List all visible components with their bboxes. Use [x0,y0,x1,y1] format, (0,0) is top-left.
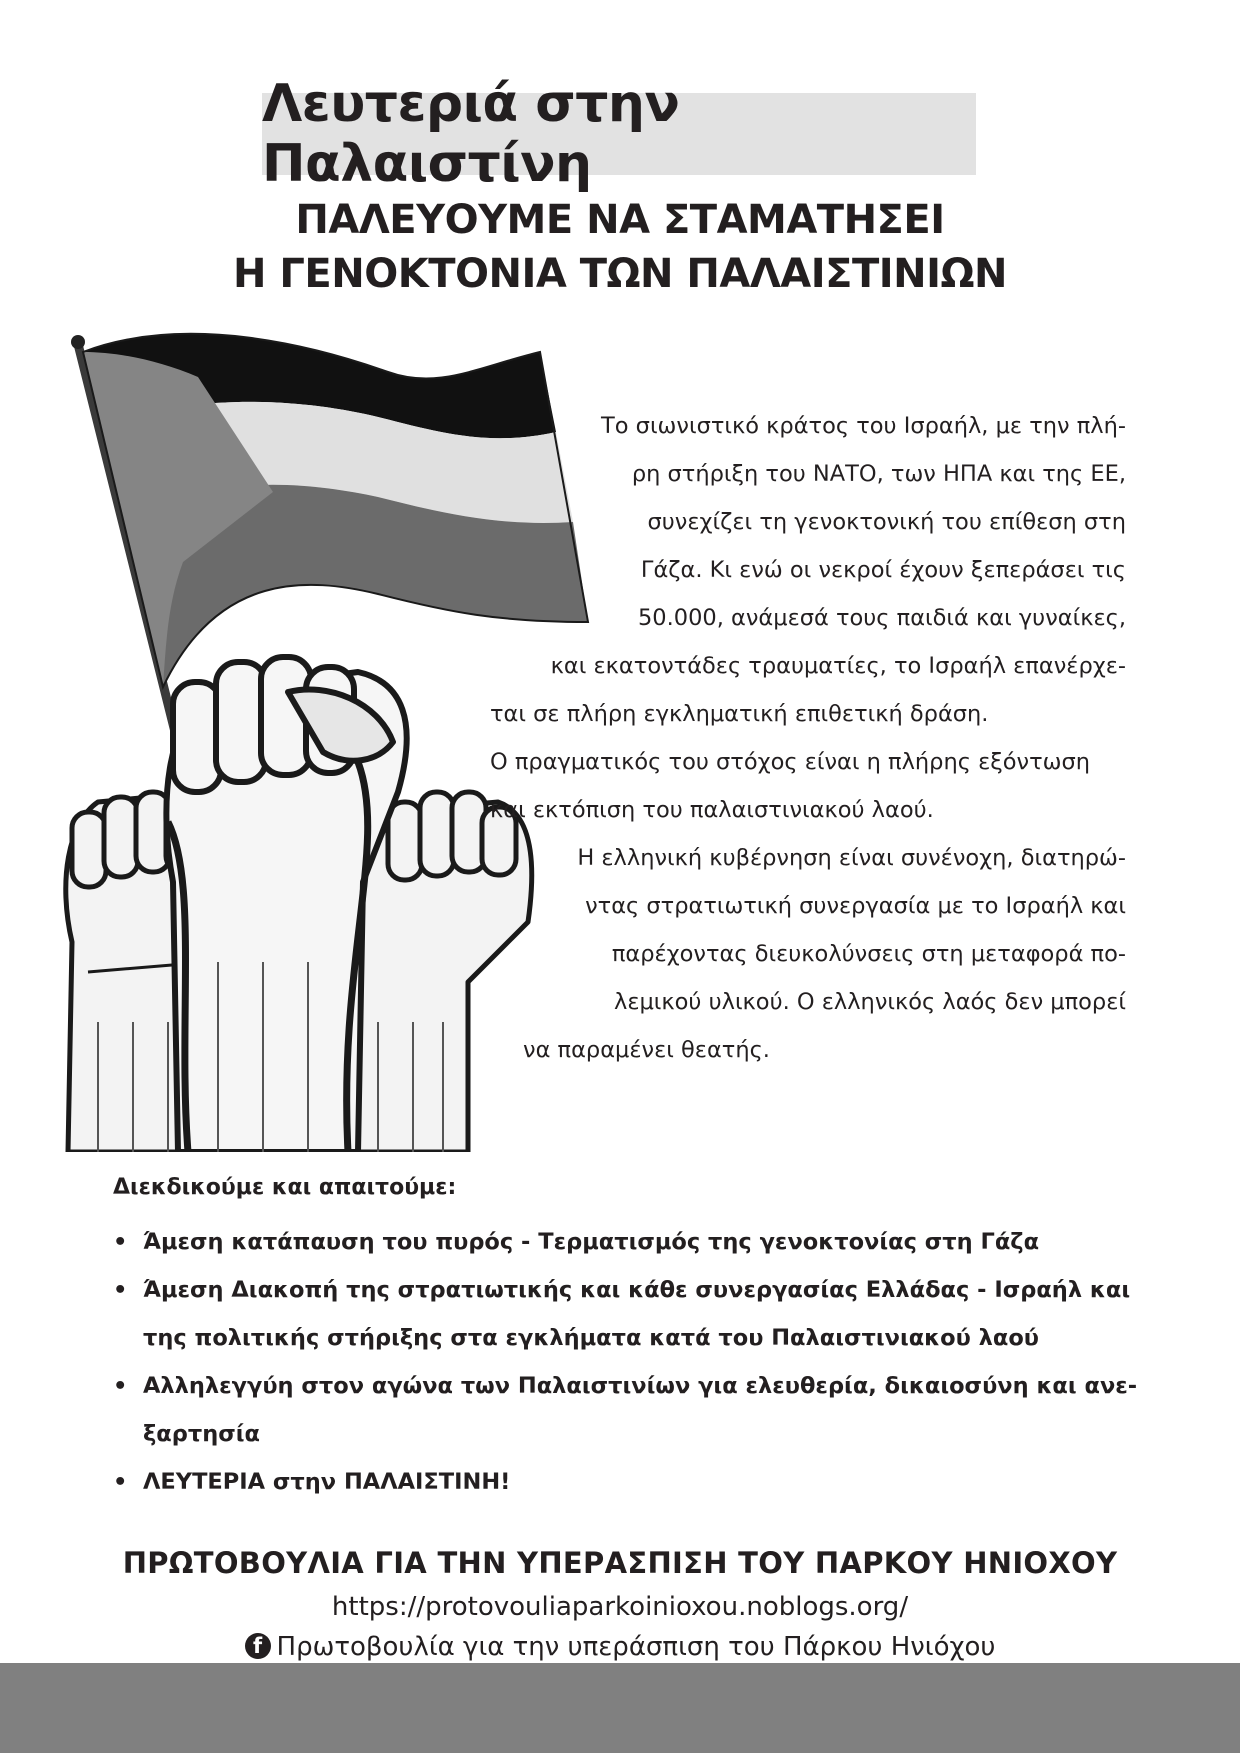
paragraph-3-line: λεμικού υλικού. Ο ελληνικός λαός δεν μπορεί [614,989,1126,1015]
organization-name: ΠΡΩΤΟΒΟΥΛΙΑ ΓΙΑ ΤΗΝ ΥΠΕΡΑΣΠΙΣΗ ΤΟΥ ΠΑΡΚΟΥ ΗΝΙΟΧΟΥ [122,1546,1118,1580]
paragraph-3-line: Η ελληνική κυβέρνηση είναι συνένοχη, διατηρώ- [577,845,1126,871]
demand-item [113,1218,1128,1266]
demand-text: της πολιτικής στήριξης στα εγκλήματα κατά του Παλαιστινιακού λαού [143,1325,1040,1351]
bullet: • [113,1373,128,1399]
paragraph-1-line: συνεχίζει τη γενοκτονική του επίθεση στη [647,509,1126,535]
demands-heading: Διεκδικούμε και απαιτούμε: [113,1175,457,1200]
paragraph-1 [490,402,1126,738]
facebook-page[interactable] [0,1632,1240,1662]
subtitle-line-1: ΠΑΛΕΥΟΥΜΕ ΝΑ ΣΤΑΜΑΤΗΣΕΙ [295,197,945,243]
paragraph-2-line: Ο πραγματικός του στόχος είναι η πλήρης εξόντωση [490,749,1091,775]
bottom-grey-band [0,1663,1240,1753]
paragraph-1-line: Γάζα. Κι ενώ οι νεκροί έχουν ξεπεράσει τις [640,557,1126,583]
paragraph-1-line: Το σιωνιστικό κράτος του Ισραήλ, με την πλή- [601,413,1126,439]
demand-text: Άμεση κατάπαυση του πυρός - Τερματισμός της γενοκτονίας στη Γάζα [143,1229,1040,1255]
main-text [490,402,1126,1074]
demand-text: ΛΕΥΤΕΡΙΑ στην ΠΑΛΑΙΣΤΙΝΗ! [143,1469,511,1495]
demand-item [113,1458,1128,1506]
paragraph-3 [490,834,1126,1074]
bullet: • [113,1469,128,1495]
paragraph-1-line: ται σε πλήρη εγκληματική επιθετική δράση. [490,701,989,727]
paragraph-1-line: ρη στήριξη του ΝΑΤΟ, των ΗΠΑ και της ΕΕ, [631,461,1126,487]
paragraph-3-line: ντας στρατιωτική συνεργασία με το Ισραήλ και [585,893,1126,919]
title-banner [262,74,976,194]
page-title: Λευτεριά στην Παλαιστίνη [262,74,680,194]
demand-text: Αλληλεγγύη στον αγώνα των Παλαιστινίων για ελευθερία, δικαιοσύνη και ανε- [143,1373,1138,1399]
paragraph-2-line: και εκτόπιση του παλαιστινιακού λαού. [490,797,934,823]
bullet: • [113,1277,128,1303]
paragraph-2 [490,738,1126,834]
demand-item [113,1362,1138,1458]
demand-text: ξαρτησία [143,1421,260,1447]
paragraph-3-line: παρέχοντας διευκολύνσεις στη μεταφορά πο- [611,941,1126,967]
subtitle-line-2: Η ΓΕΝΟΚΤΟΝΙΑ ΤΩΝ ΠΑΛΑΙΣΤΙΝΙΩΝ [233,251,1007,297]
paragraph-1-line: 50.000, ανάμεσά τους παιδιά και γυναίκες, [637,605,1126,631]
paragraph-3-line: να παραμένει θεατής. [523,1037,770,1063]
demands-list [113,1218,1138,1506]
facebook-page-name: Πρωτοβουλία για την υπεράσπιση του Πάρκου Ηνιόχου [276,1632,996,1662]
website-link[interactable]: https://protovouliaparkoinioxou.noblogs.org/ [331,1592,909,1622]
demand-text: Άμεση Διακοπή της στρατιωτικής και κάθε συνεργασίας Ελλάδας - Ισραήλ και [143,1277,1131,1303]
demand-item [113,1266,1131,1362]
bullet: • [113,1229,128,1255]
facebook-icon: f [245,1633,271,1659]
paragraph-1-line: και εκατοντάδες τραυματίες, το Ισραήλ επανέρχε- [550,653,1126,679]
